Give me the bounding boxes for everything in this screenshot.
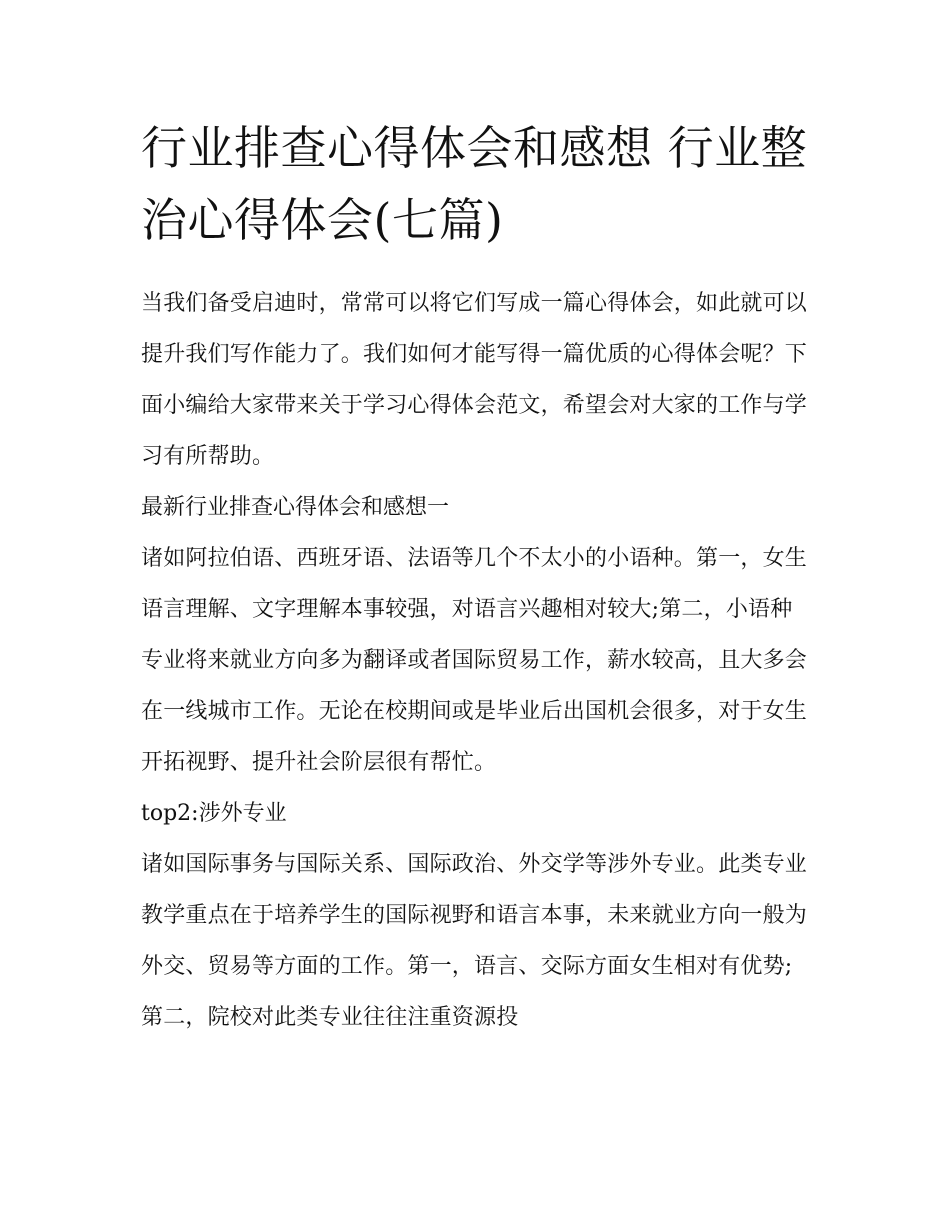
- section-paragraph-2: 诸如国际事务与国际关系、国际政治、外交学等涉外专业。此类专业教学重点在于培养学生的国际视野和语言本事，未来就业方向一般为外交、贸易等方面的工作。第一，语言、交际方面女生相对有优势;第二，院校对此类专业往往注重资源投: [141, 852, 808, 1030]
- section-heading-2: top2:涉外专业: [141, 801, 287, 826]
- section-paragraph-1: 诸如阿拉伯语、西班牙语、法语等几个不太小的小语种。第一，女生语言理解、文字理解本事较强，对语言兴趣相对较大;第二，小语种专业将来就业方向多为翻译或者国际贸易工作，薪水较高，且大多会在一线城市工作。无论在校期间或是毕业后出国机会很多，对于女生开拓视野、提升社会阶层很有帮忙。: [141, 546, 808, 775]
- document-title: 行业排查心得体会和感想 行业整治心得体会(七篇): [141, 121, 808, 247]
- intro-paragraph: 当我们备受启迪时，常常可以将它们写成一篇心得体会，如此就可以提升我们写作能力了。我们如何才能写得一篇优质的心得体会呢？下面小编给大家带来关于学习心得体会范文，希望会对大家的工作与学习有所帮助。: [141, 291, 808, 469]
- document-body: [141, 112, 813, 1043]
- section-heading-1: 最新行业排查心得体会和感想一: [141, 495, 450, 520]
